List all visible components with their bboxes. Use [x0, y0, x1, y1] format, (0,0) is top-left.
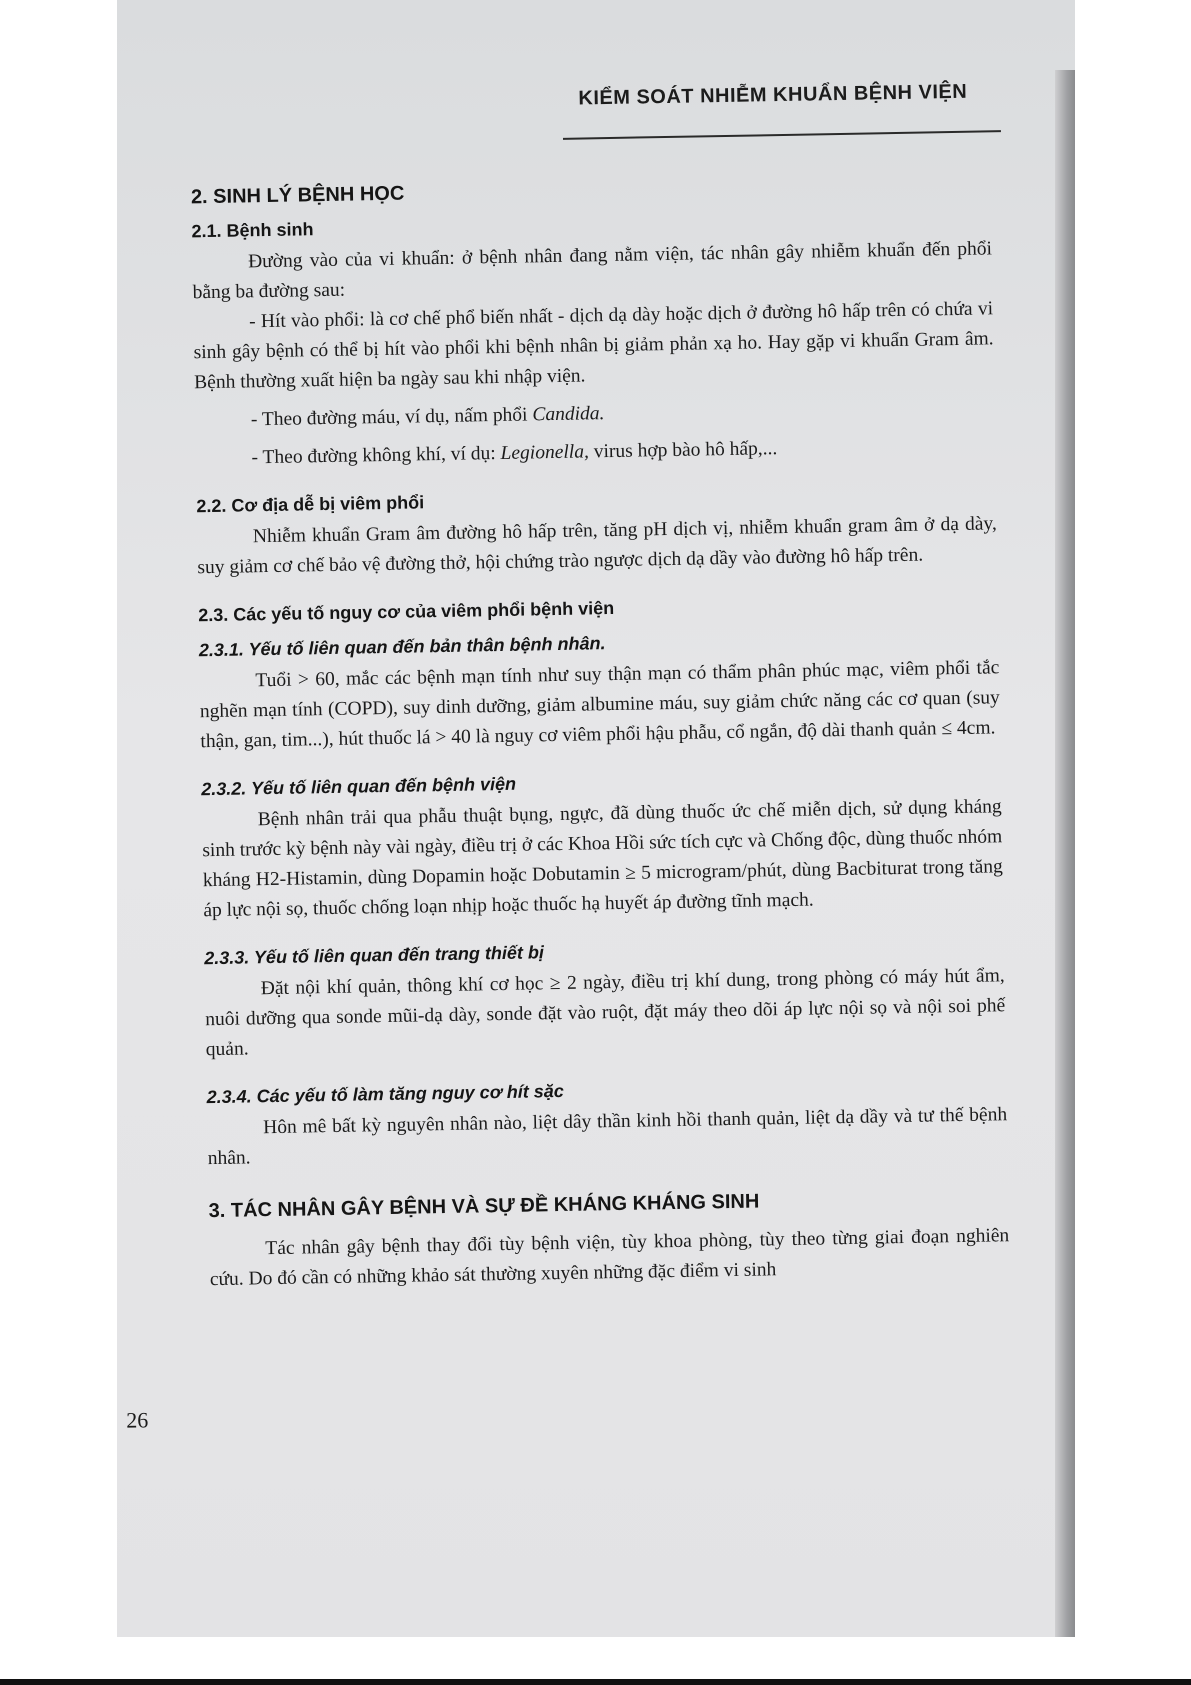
book-spine-shadow: [1055, 70, 1075, 1637]
section-2-2-text: Nhiễm khuẩn Gram âm đường hô hấp trên, tăng pH dịch vị, nhiễm khuẩn gram âm ở dạ dày, suy giảm cơ chế bảo vệ đường thở, hội chứng trào ngược dịch dạ dầy vào đường hô hấp trên.: [197, 513, 997, 579]
section-3-text: Tác nhân gây bệnh thay đổi tùy bệnh viện, tùy khoa phòng, tùy theo từng giai đoạn nghiên cứu. Do đó cần có những khảo sát thường xuyên những đặc điểm vi sinh: [209, 1225, 1010, 1291]
running-header: KIỂM SOÁT NHIỄM KHUẨN BỆNH VIỆN: [578, 80, 968, 110]
section-2-1-bullet-1: - Hít vào phổi: là cơ chế phổ biến nhất - dịch dạ dày hoặc dịch ở đường hô hấp trên có chứa vi sinh gây bệnh có thể bị hít vào phổi khi bệnh nhân bị giảm phản xạ ho. Hay gặp vi khuẩn Gram âm. Bệnh thường xuất hiện ba ngày sau khi nhập viện.: [193, 298, 994, 394]
section-2-2-title: 2.2. Cơ địa dễ bị viêm phổi: [196, 492, 425, 517]
section-2-3-1-text: Tuổi > 60, mắc các bệnh mạn tính như suy thận mạn có thẩm phân phúc mạc, viêm phổi tắc nghẽn mạn tính (COPD), suy dinh dưỡng, giảm albumine máu, suy giảm chức năng các cơ quan (suy thận, gan, tim...), hút thuốc lá > 40 là nguy cơ viêm phổi hậu phẫu, cổ ngắn, độ dài thanh quản ≤ 4cm.: [199, 657, 1001, 753]
section-2-3-4-text: Hôn mê bất kỳ nguyên nhân nào, liệt dây thần kinh hồi thanh quản, liệt dạ dầy và tư thế bệnh nhân.: [207, 1104, 1008, 1170]
section-2-1-title: 2.1. Bệnh sinh: [191, 219, 314, 242]
section-2-3-title: 2.3. Các yếu tố nguy cơ của viêm phổi bệnh viện: [198, 597, 615, 626]
page-content: [191, 172, 1010, 1295]
page-number: 26: [126, 1407, 149, 1433]
bottom-edge-bar: [0, 1679, 1191, 1685]
section-2-3-2-title: 2.3.2. Yếu tố liên quan đến bệnh viện: [201, 773, 517, 800]
header-rule: [563, 130, 1001, 140]
section-2-1-intro: Đường vào của vi khuẩn: ở bệnh nhân đang nằm viện, tác nhân gây nhiễm khuẩn đến phổi bằng ba đường sau:: [192, 238, 993, 304]
book-page: [117, 0, 1014, 1637]
section-2-3-3-text: Đặt nội khí quản, thông khí cơ học ≥ 2 ngày, điều trị khí dung, trong phòng có máy hút ẩm, nuôi dưỡng qua sonde mũi-dạ dày, sonde đặt vào ruột, đặt máy theo dõi áp lực nội sọ và nội soi phế quản.: [205, 965, 1006, 1061]
section-2-1-bullet-2: - Theo đường máu, ví dụ, nấm phổi Candida.: [250, 403, 605, 431]
section-2-1-bullet-3: - Theo đường không khí, ví dụ: Legionella, virus hợp bào hô hấp,...: [251, 438, 778, 469]
scanned-page-photo: [117, 0, 1075, 1637]
section-2-3-3-title: 2.3.3. Yếu tố liên quan đến trang thiết bị: [204, 942, 545, 969]
section-2-title: 2. SINH LÝ BỆNH HỌC: [190, 182, 405, 209]
section-2-3-1-title: 2.3.1. Yếu tố liên quan đến bản thân bệnh nhân.: [198, 633, 606, 661]
section-2-3-2-text: Bệnh nhân trải qua phẫu thuật bụng, ngực, đã dùng thuốc ức chế miễn dịch, sử dụng kháng sinh trước kỳ bệnh này vài ngày, điều trị ở các Khoa Hồi sức tích cực và Chống độc, dùng thuốc nhóm kháng H2-Histamin, dùng Dopamin hoặc Dobutamin ≥ 5 microgram/phút, dùng Bacbiturat trong tăng áp lực nội sọ, thuốc chống loạn nhịp hoặc thuốc hạ huyết áp đường tĩnh mạch.: [202, 796, 1003, 922]
section-3-title: 3. TÁC NHÂN GÂY BỆNH VÀ SỰ ĐỀ KHÁNG KHÁNG SINH: [208, 1190, 760, 1223]
section-2-3-4-title: 2.3.4. Các yếu tố làm tăng nguy cơ hít sặc: [206, 1080, 564, 1108]
